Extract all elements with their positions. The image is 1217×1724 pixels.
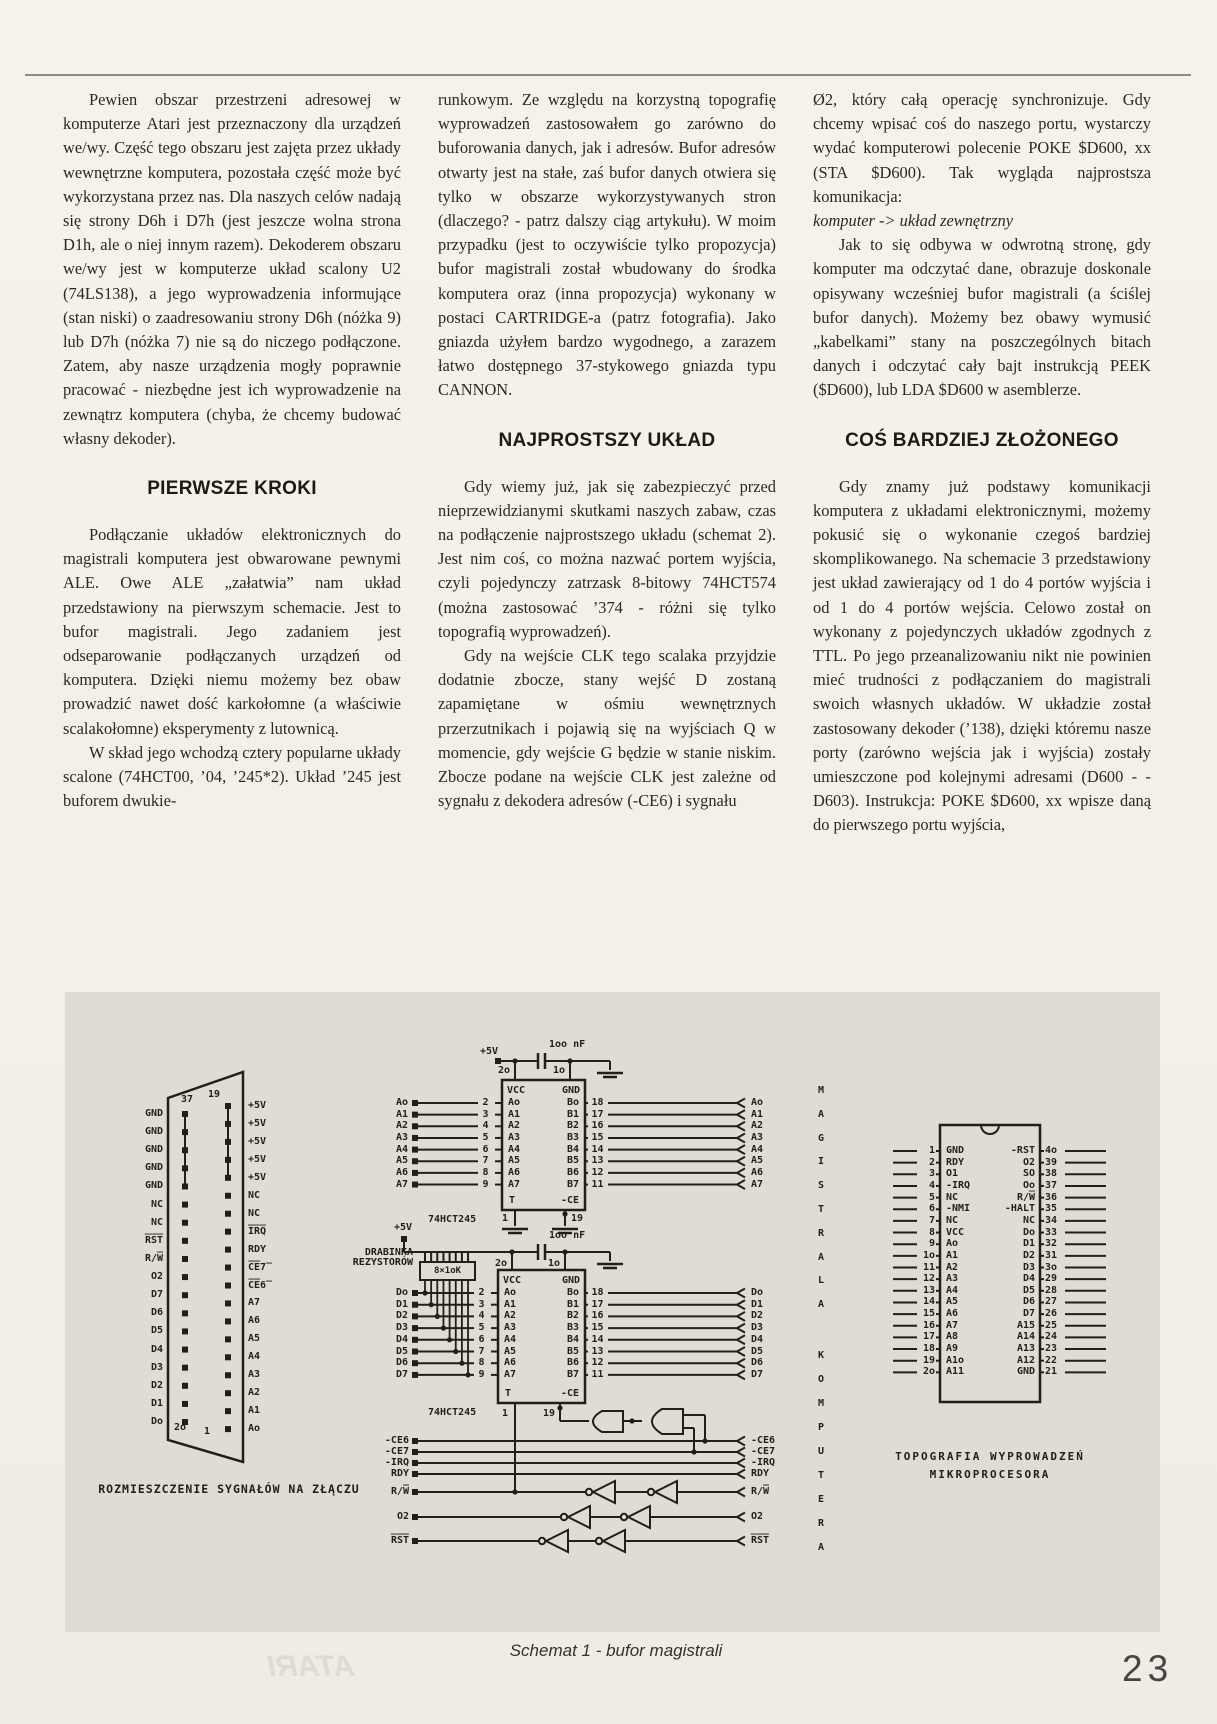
schematic-label: 22 — [1045, 1354, 1058, 1366]
section-heading: PIERWSZE KROKI — [147, 478, 317, 500]
schematic-label: T — [817, 1470, 825, 1481]
schematic-label: GND — [144, 1162, 163, 1174]
schematic-label: A3 — [946, 1273, 959, 1285]
schematic-label: A1 — [946, 1249, 959, 1261]
schematic-label: 19 — [207, 1089, 221, 1100]
text-column-2 — [438, 88, 776, 813]
schematic-label: NC — [946, 1214, 959, 1226]
schematic-label: RDY — [390, 1468, 409, 1479]
schematic-label: B2 — [566, 1310, 579, 1322]
schematic-label: -IRQ — [751, 1457, 776, 1468]
page-number: 23 — [1122, 1648, 1174, 1689]
schematic-label: 11 — [922, 1261, 935, 1273]
schematic-label: B5 — [566, 1345, 579, 1357]
paragraph: Podłączanie układów elektronicznych do magistrali komputera jest obwarowane pewnymi ALE. Owe ALE „załatwia” nam układ przedstawiony na pierwszym schemacie. Jest to bufor magistrali. Jego zadaniem jest odseparowanie podłączanych urządzeń od komputera. Dzięki niemu możemy bez obaw prowadzić nawet dość karkołomne (a właściwie scalakołomne) eksperymenty z lutownicą. — [63, 525, 401, 738]
schematic-label: 4 — [482, 1120, 489, 1132]
schematic-label: 3 — [478, 1298, 485, 1310]
schematic-label: 14 — [591, 1143, 604, 1155]
formula-line: komputer -> układ zewnętrzny — [813, 211, 1013, 231]
schematic-label: D5 — [1022, 1284, 1035, 1296]
schematic-label: D2 — [751, 1310, 764, 1322]
schematic-label: D6 — [751, 1357, 764, 1369]
schematic-label: 38 — [1045, 1168, 1058, 1180]
paragraph: Pewien obszar przestrzeni adresowej w komputerze Atari jest przeznaczony dla urządzeń we/wy. Część tego obszaru jest zajęta przez układy wewnętrzne komputera, pozostała część może być wykorzystana przez nas. Dla naszych celów nadają się strony D6h i D7h (jest jeszcze wolna strona D1h, ale o niej innym razem). Dekoderem obszaru we/wy jest w komputerze układ scalony U2 (74LS138), a jego wyprowadzenia informujące (stan niski) o zaadresowaniu strony D6h (nóżka 9) lub D7h (nóżka 7) nie są do niczego podłączone. Zatem, aby nasze urządzenia mogły poprawnie pracować - niezbędne jest ich wyprowadzenie na zewnątrz komputera (chyba, że chcemy budować własny dekoder). — [63, 90, 401, 448]
schematic-label: 1 — [928, 1145, 935, 1156]
schematic-label: D4 — [395, 1333, 408, 1345]
schematic-label: GND — [144, 1108, 163, 1119]
schematic-label: 13 — [591, 1155, 604, 1167]
schematic-label: 19 — [922, 1354, 935, 1366]
schematic-label: 1 — [501, 1213, 509, 1224]
schematic-label: 9 — [482, 1178, 489, 1190]
schematic-label: 7 — [482, 1155, 489, 1167]
schematic-label: 9 — [478, 1368, 485, 1380]
schematic-label: -CE6 — [384, 1435, 409, 1446]
schematic-label: A8 — [946, 1331, 959, 1343]
schematic-label: A15 — [1016, 1319, 1035, 1331]
schematic-label: D7 — [1022, 1308, 1035, 1320]
schematic-label: 33 — [1045, 1226, 1058, 1238]
schematic-label: P — [817, 1422, 825, 1433]
paragraph: runkowym. Ze względu na korzystną topografię wyprowadzeń zastosowałem go zarówno do buforowania danych, jak i adresów. Bufor adresów otwarty jest na stałe, zaś bufor danych otwiera się tylko w obszarze wykorzystywanych stron (dlaczego? - patrz dalszy ciąg artykułu). W moim przypadku (jest to oczywiście tylko propozycja) bufor magistrali został wbudowany do środka komputera oraz (inna propozycja) wykonany w postaci CARTRIDGE-a (patrz fotografia). Jako gniazda użyłem bardzo wygodnego, a zarazem łatwo dostępnego 37-stykowego gniazda typu CANNON. — [438, 90, 776, 400]
schematic-label: A7 — [946, 1319, 959, 1331]
schematic-label: A7 — [248, 1297, 261, 1309]
paragraph: Gdy znamy już podstawy komunikacji komputera z układami elektronicznymi, możemy pokusić się o wykonanie czegoś bardziej skomplikowanego. Na schemacie 3 przedstawiony jest układ zawierający od 1 do 4 portów wyjścia i od 1 do 4 portów wejścia. Celowo został on wykonany z pojedynczych układów zgodnych z TTL. Po jego przeanalizowaniu nikt nie powinien mieć trudności z podłączaniem do magistrali swoich własnych układów. W układzie został zastosowany dekoder (’138), dzięki któremu nasze porty (zarówno wejścia jak i wyjścia) zostały umieszczone pod kolejnymi adresami (D600 - - D603). Instrukcja: POKE $D600, xx wpisze daną do pierwszego portu wyjścia, — [813, 476, 1151, 835]
schematic-label: 11 — [591, 1368, 604, 1380]
schematic-label: 1oo nF — [549, 1230, 586, 1241]
schematic-label: 1o — [547, 1258, 560, 1269]
schematic-label: L — [817, 1275, 825, 1287]
schematic-label: -IRQ — [946, 1179, 971, 1191]
schematic-label: G — [817, 1132, 825, 1144]
schematic-label: 24 — [1045, 1331, 1058, 1343]
schematic-label: C̅E̅7̅ — [248, 1261, 267, 1273]
schematic-label: TOPOGRAFIA WYPROWADZEŃ — [895, 1450, 1085, 1463]
schematic-label: I — [817, 1156, 825, 1168]
schematic-label: M — [817, 1398, 825, 1409]
schematic-label: A9 — [946, 1343, 959, 1355]
schematic-label: A6 — [395, 1166, 408, 1178]
schematic-label: -CE — [560, 1388, 579, 1399]
schematic-label: A3 — [395, 1131, 408, 1143]
schematic-label: D4 — [150, 1343, 163, 1355]
schematic-label: 1oo nF — [549, 1039, 586, 1050]
schematic-label: GND — [946, 1145, 965, 1156]
schematic-label: 3 — [928, 1168, 935, 1180]
schematic-label: Ao — [504, 1287, 517, 1298]
schematic-label: 1o — [552, 1065, 565, 1076]
schematic-label: 2o — [922, 1366, 935, 1378]
schematic-label: NC — [946, 1191, 959, 1203]
schematic-label: A6 — [508, 1166, 521, 1178]
schematic-label: 16 — [591, 1120, 604, 1132]
schematic-label: A3 — [248, 1369, 261, 1381]
paragraph: W skład jego wchodzą cztery popularne układy scalone (74HCT00, ’04, ’245*2). Układ ’245 jest buforem dwukie- — [63, 742, 401, 811]
schematic-label: D1 — [751, 1298, 764, 1310]
schematic-label: A2 — [946, 1261, 959, 1273]
schematic-label: B4 — [566, 1143, 579, 1155]
schematic-label: 1o — [922, 1249, 935, 1261]
schematic-label: VCC — [503, 1275, 522, 1286]
schematic-label: R̅S̅T̅ — [144, 1234, 163, 1246]
schematic-label: R/W̅ — [390, 1486, 409, 1497]
schematic-label: A — [817, 1299, 825, 1311]
schematic-label: 26 — [1045, 1308, 1058, 1320]
paragraph: Gdy wiemy już, jak się zabezpieczyć przed nieprzewidzianymi skutkami naszych zabaw, czas na podłączenie najprostszego układu (schemat 2). Jest nim coś, co można nazwać portem wyjścia, czyli pojedynczy zatrzask 8-bitowy 74HCT574 (można zastosować ’374 - różni się tylko topografią wyprowadzeń). — [438, 476, 776, 641]
schematic-label: 2o — [497, 1065, 510, 1076]
schematic-label: 2o — [173, 1422, 187, 1433]
schematic-label: A1 — [508, 1108, 521, 1120]
schematic-label: 17 — [922, 1331, 935, 1343]
schematic-label: 12 — [922, 1273, 935, 1285]
schematic-label: A12 — [1016, 1354, 1035, 1366]
schematic-label: 2 — [482, 1097, 489, 1108]
schematic-label: A4 — [504, 1333, 517, 1345]
figure-caption: Schemat 1 - bufor magistrali — [509, 1641, 723, 1660]
schematic-label: B2 — [566, 1120, 579, 1132]
schematic-label: 6 — [482, 1143, 489, 1155]
schematic-label: D7 — [395, 1368, 408, 1380]
schematic-panel — [65, 992, 1160, 1632]
schematic-label: D4 — [1022, 1273, 1035, 1285]
schematic-label: +5V — [248, 1135, 267, 1147]
schematic-label: U — [817, 1446, 825, 1457]
schematic-label: D1 — [1022, 1238, 1035, 1250]
schematic-label: D5 — [751, 1345, 764, 1357]
schematic-label: DRABINKA — [364, 1247, 413, 1258]
schematic-label: Ao — [751, 1097, 764, 1108]
schematic-label: D2 — [1022, 1249, 1035, 1261]
schematic-label: 3 — [482, 1108, 489, 1120]
schematic-label: -CE6 — [751, 1435, 776, 1446]
schematic-label: NC — [1022, 1214, 1035, 1226]
schematic-label: O2 — [1022, 1156, 1035, 1168]
schematic-label: A4 — [248, 1351, 261, 1363]
schematic-label: ROZMIESZCZENIE SYGNAŁÓW NA ZŁĄCZU — [98, 1482, 360, 1496]
paragraph: Gdy na wejście CLK tego scalaka przyjdzie dodatnie zbocze, stany wejść D zostaną zapamiętane w ośmiu wewnętrznych przerzutnikach i pojawią się na wyjściach Q w momencie, gdy wejście G będzie w stanie niskim. Zbocze podane na wejście CLK jest zależne od sygnału z dekodera adresów (-CE6) i sygnału — [438, 646, 776, 811]
schematic-label: 28 — [1045, 1284, 1058, 1296]
schematic-label: 2o — [494, 1258, 507, 1269]
schematic-label: R — [817, 1518, 825, 1529]
schematic-label: 1 — [203, 1426, 211, 1437]
schematic-label: -CE7 — [751, 1446, 776, 1457]
schematic-label: D2 — [395, 1310, 408, 1322]
schematic-label: A4 — [751, 1143, 764, 1155]
schematic-label: REZYSTORÓW — [352, 1257, 413, 1268]
schematic-label: 4 — [478, 1310, 485, 1322]
schematic-label: 16 — [591, 1310, 604, 1322]
schematic-label: 8 — [482, 1166, 489, 1178]
schematic-label: +5V — [248, 1171, 267, 1183]
schematic-label: 8 — [928, 1226, 935, 1238]
schematic-label: Oo — [1022, 1179, 1035, 1191]
schematic-label: 1 — [501, 1408, 509, 1419]
schematic-label: D5 — [395, 1345, 408, 1357]
schematic-label: 39 — [1045, 1156, 1058, 1168]
schematic-label: S — [817, 1180, 825, 1192]
schematic-label: A2 — [248, 1387, 261, 1399]
schematic-label: GND — [561, 1085, 580, 1096]
schematic-label: D1 — [395, 1298, 408, 1310]
schematic-label: 9 — [928, 1238, 935, 1250]
schematic-label: A1o — [946, 1354, 965, 1366]
schematic-label: B6 — [566, 1166, 579, 1178]
schematic-label: Ao — [946, 1238, 959, 1250]
schematic-label: A5 — [751, 1155, 764, 1167]
schematic-label: A7 — [508, 1178, 521, 1190]
schematic-label: 8 — [478, 1357, 485, 1369]
schematic-label: NC — [150, 1216, 163, 1228]
schematic-label: A2 — [504, 1310, 517, 1322]
schematic-label: A2 — [751, 1120, 764, 1132]
schematic-label: 7 — [478, 1345, 485, 1357]
schematic-label: Ao — [248, 1423, 261, 1435]
schematic-label: -CE — [560, 1195, 579, 1206]
schematic-label: +5V — [248, 1153, 267, 1165]
schematic-label: A6 — [504, 1357, 517, 1369]
schematic-label: A3 — [751, 1131, 764, 1143]
schematic-label: R/W̅ — [1016, 1191, 1035, 1203]
schematic-label: GND — [144, 1144, 163, 1156]
schematic-label: D6 — [395, 1357, 408, 1369]
schematic-label: -HALT — [1004, 1203, 1035, 1215]
schematic-label: NC — [248, 1189, 261, 1201]
schematic-label: D6 — [150, 1307, 163, 1319]
schematic-label: MIKROPROCESORA — [929, 1468, 1051, 1481]
print-bleed-watermark: ATARI — [267, 1650, 355, 1683]
schematic-label: B3 — [566, 1131, 579, 1143]
schematic-label: Do — [150, 1416, 163, 1428]
schematic-label: 12 — [591, 1357, 604, 1369]
schematic-label: NC — [150, 1198, 163, 1210]
schematic-label: 19 — [571, 1213, 584, 1224]
schematic-label: D1 — [150, 1397, 163, 1409]
schematic-label: B1 — [566, 1108, 579, 1120]
schematic-label: A1 — [751, 1108, 764, 1120]
schematic-label: 29 — [1045, 1273, 1058, 1285]
schematic-label: A5 — [395, 1155, 408, 1167]
schematic-label: 14 — [922, 1296, 935, 1308]
schematic-label: T — [509, 1195, 516, 1206]
schematic-label: 17 — [591, 1108, 604, 1120]
schematic-label: 15 — [922, 1308, 935, 1320]
schematic-label: A5 — [946, 1296, 959, 1308]
schematic-label: -IRQ — [384, 1457, 409, 1468]
schematic-label: T — [817, 1204, 825, 1215]
schematic-label: D7 — [751, 1368, 764, 1380]
schematic-label: A14 — [1016, 1331, 1035, 1343]
schematic-label: 21 — [1045, 1366, 1058, 1378]
schematic-label: E — [817, 1494, 825, 1505]
schematic-label: A11 — [946, 1366, 965, 1378]
schematic-label: -CE7 — [384, 1446, 409, 1457]
schematic-label: 31 — [1045, 1249, 1058, 1261]
schematic-label: 2 — [928, 1156, 935, 1168]
schematic-label: 11 — [591, 1178, 604, 1190]
schematic-label: B1 — [566, 1298, 579, 1310]
schematic-label: A — [817, 1108, 825, 1120]
schematic-label: D7 — [150, 1289, 163, 1301]
schematic-label: +5V — [248, 1117, 267, 1129]
schematic-label: B7 — [566, 1178, 579, 1190]
schematic-label: GND — [561, 1275, 580, 1286]
schematic-label: B6 — [566, 1357, 579, 1369]
schematic-label: 18 — [591, 1097, 604, 1108]
schematic-label: 34 — [1045, 1214, 1058, 1226]
schematic-label: NC — [248, 1207, 261, 1219]
paragraph: Ø2, który całą operację synchronizuje. Gdy chcemy wpisać coś do naszego portu, wystarczy wydać komputerowi polecenie POKE $D600, xx (STA $D600). Tak wygląda najprostsza komunikacja: — [813, 90, 1151, 206]
schematic-label: 74HCT245 — [428, 1214, 477, 1225]
schematic-label: D4 — [751, 1333, 764, 1345]
section-heading: COŚ BARDZIEJ ZŁOŻONEGO — [845, 429, 1119, 451]
schematic-label: 19 — [542, 1408, 555, 1419]
schematic-label: 13 — [591, 1345, 604, 1357]
schematic-label: 4 — [928, 1179, 935, 1191]
schematic-label: 74HCT245 — [428, 1407, 477, 1418]
schematic-label: R̅S̅T̅ — [751, 1535, 770, 1546]
schematic-label: +5V — [248, 1100, 267, 1111]
schematic-label: -NMI — [946, 1203, 971, 1215]
schematic-label: SO — [1022, 1168, 1035, 1180]
schematic-label: 18 — [922, 1343, 935, 1355]
schematic-label: 35 — [1045, 1203, 1058, 1215]
schematic-label: O1 — [946, 1168, 959, 1180]
schematic-label: A — [817, 1251, 825, 1263]
schematic-label: A1 — [248, 1405, 261, 1417]
schematic-label: 7 — [928, 1214, 935, 1226]
schematic-label: A3 — [508, 1131, 521, 1143]
schematic-label: R/W̅ — [144, 1252, 163, 1264]
schematic-label: A5 — [508, 1155, 521, 1167]
schematic-label: RDY — [248, 1243, 267, 1255]
schematic-label: 36 — [1045, 1191, 1058, 1203]
schematic-label: 12 — [591, 1166, 604, 1178]
schematic-label: 18 — [591, 1287, 604, 1298]
schematic-label: D3 — [751, 1322, 764, 1334]
schematic-label: D3 — [395, 1322, 408, 1334]
schematic-label: B3 — [566, 1322, 579, 1334]
schematic-label: K — [817, 1350, 825, 1361]
schematic-label: RDY — [751, 1468, 770, 1479]
schematic-label: A7 — [751, 1178, 764, 1190]
schematic-label: A6 — [248, 1315, 261, 1327]
schematic-label: VCC — [946, 1226, 965, 1238]
schematic-label: +5V — [393, 1222, 413, 1233]
schematic-label: 16 — [922, 1319, 935, 1331]
schematic-label: 23 — [1045, 1343, 1058, 1355]
schematic-label: 6 — [478, 1333, 485, 1345]
schematic-label: D2 — [150, 1379, 163, 1391]
schematic-label: B4 — [566, 1333, 579, 1345]
schematic-label: A13 — [1016, 1343, 1035, 1355]
schematic-label: T — [505, 1388, 512, 1399]
schematic-label: D3 — [1022, 1261, 1035, 1273]
text-column-3 — [813, 88, 1151, 838]
schematic-label: 5 — [928, 1191, 935, 1203]
schematic-label: GND — [144, 1126, 163, 1138]
header-rule — [25, 74, 1191, 76]
schematic-label: Ao — [395, 1097, 408, 1108]
schematic-label: 37 — [1045, 1179, 1058, 1191]
schematic-label: 8×1oK — [433, 1266, 462, 1276]
schematic-label: R̅S̅T̅ — [390, 1535, 409, 1546]
schematic-label: -RST — [1010, 1145, 1035, 1156]
schematic-label: GND — [1016, 1366, 1035, 1378]
schematic-label: B5 — [566, 1155, 579, 1167]
schematic-label: A4 — [508, 1143, 521, 1155]
schematic-label: A7 — [395, 1178, 408, 1190]
schematic-label: 37 — [180, 1094, 194, 1105]
schematic-label: D3 — [150, 1361, 163, 1373]
schematic-label: O2 — [751, 1511, 764, 1522]
text-column-1 — [63, 88, 401, 813]
schematic-label: RDY — [946, 1156, 965, 1168]
schematic-label: 5 — [482, 1131, 489, 1143]
section-heading: NAJPROSTSZY UKŁAD — [498, 429, 716, 451]
schematic-label: O — [817, 1374, 825, 1385]
schematic-label: 27 — [1045, 1296, 1058, 1308]
schematic-label: A — [817, 1542, 825, 1553]
schematic-label: A5 — [248, 1333, 261, 1345]
schematic-label: D5 — [150, 1325, 163, 1337]
schematic-label: O2 — [150, 1271, 163, 1283]
schematic-label: 14 — [591, 1333, 604, 1345]
schematic-label: Bo — [566, 1097, 579, 1108]
schematic-label: A2 — [508, 1120, 521, 1132]
schematic-label: A6 — [751, 1166, 764, 1178]
schematic-label: R — [817, 1227, 825, 1239]
schematic-label: 4o — [1045, 1145, 1058, 1156]
schematic-label: 17 — [591, 1298, 604, 1310]
schematic-label: A1 — [395, 1108, 408, 1120]
schematic-label: 32 — [1045, 1238, 1058, 1250]
schematic-label: Bo — [566, 1287, 579, 1298]
schematic-label: 5 — [478, 1322, 485, 1334]
schematic-label: Do — [395, 1287, 408, 1298]
schematic-label: Do — [1022, 1226, 1035, 1238]
schematic-label: A4 — [395, 1143, 408, 1155]
schematic-label: 15 — [591, 1322, 604, 1334]
schematic-label: D6 — [1022, 1296, 1035, 1308]
schematic-label: R/W̅ — [751, 1486, 770, 1497]
schematic-label: I̅R̅Q̅ — [248, 1225, 267, 1237]
schematic-label: 13 — [922, 1284, 935, 1296]
schematic-label: A4 — [946, 1284, 959, 1296]
schematic-label: Do — [751, 1287, 764, 1298]
schematic-label: Ao — [508, 1097, 521, 1108]
schematic-label: 25 — [1045, 1319, 1058, 1331]
schematic-label: A1 — [504, 1298, 517, 1310]
schematic-label: +5V — [479, 1046, 499, 1057]
schematic-label: O2 — [396, 1511, 409, 1522]
schematic-label: VCC — [507, 1085, 526, 1096]
schematic-label: A2 — [395, 1120, 408, 1132]
paragraph: Jak to się odbywa w odwrotną stronę, gdy komputer ma odczytać dane, obrazuje doskonale opisywany wcześniej bufor magistrali (a ściślej bufor danych). Możemy bez obawy wymusić „kabelkami” stany na poszczególnych bitach danych i odczytać cały bajt instrukcją PEEK ($D600), lub LDA $D600 w asemblerze. — [813, 235, 1151, 400]
schematic-label: 2 — [478, 1287, 485, 1298]
schematic-label: M — [817, 1085, 825, 1096]
schematic-label: GND — [144, 1180, 163, 1192]
schematic-label: C̅E̅6̅ — [248, 1279, 267, 1291]
schematic-label: A3 — [504, 1322, 517, 1334]
schematic-label: A7 — [504, 1368, 517, 1380]
schematic-label: 6 — [928, 1203, 935, 1215]
schematic-label: A6 — [946, 1308, 959, 1320]
schematic-label: 15 — [591, 1131, 604, 1143]
schematic-label: A5 — [504, 1345, 517, 1357]
schematic-label: 3o — [1045, 1261, 1058, 1273]
schematic-label: B7 — [566, 1368, 579, 1380]
